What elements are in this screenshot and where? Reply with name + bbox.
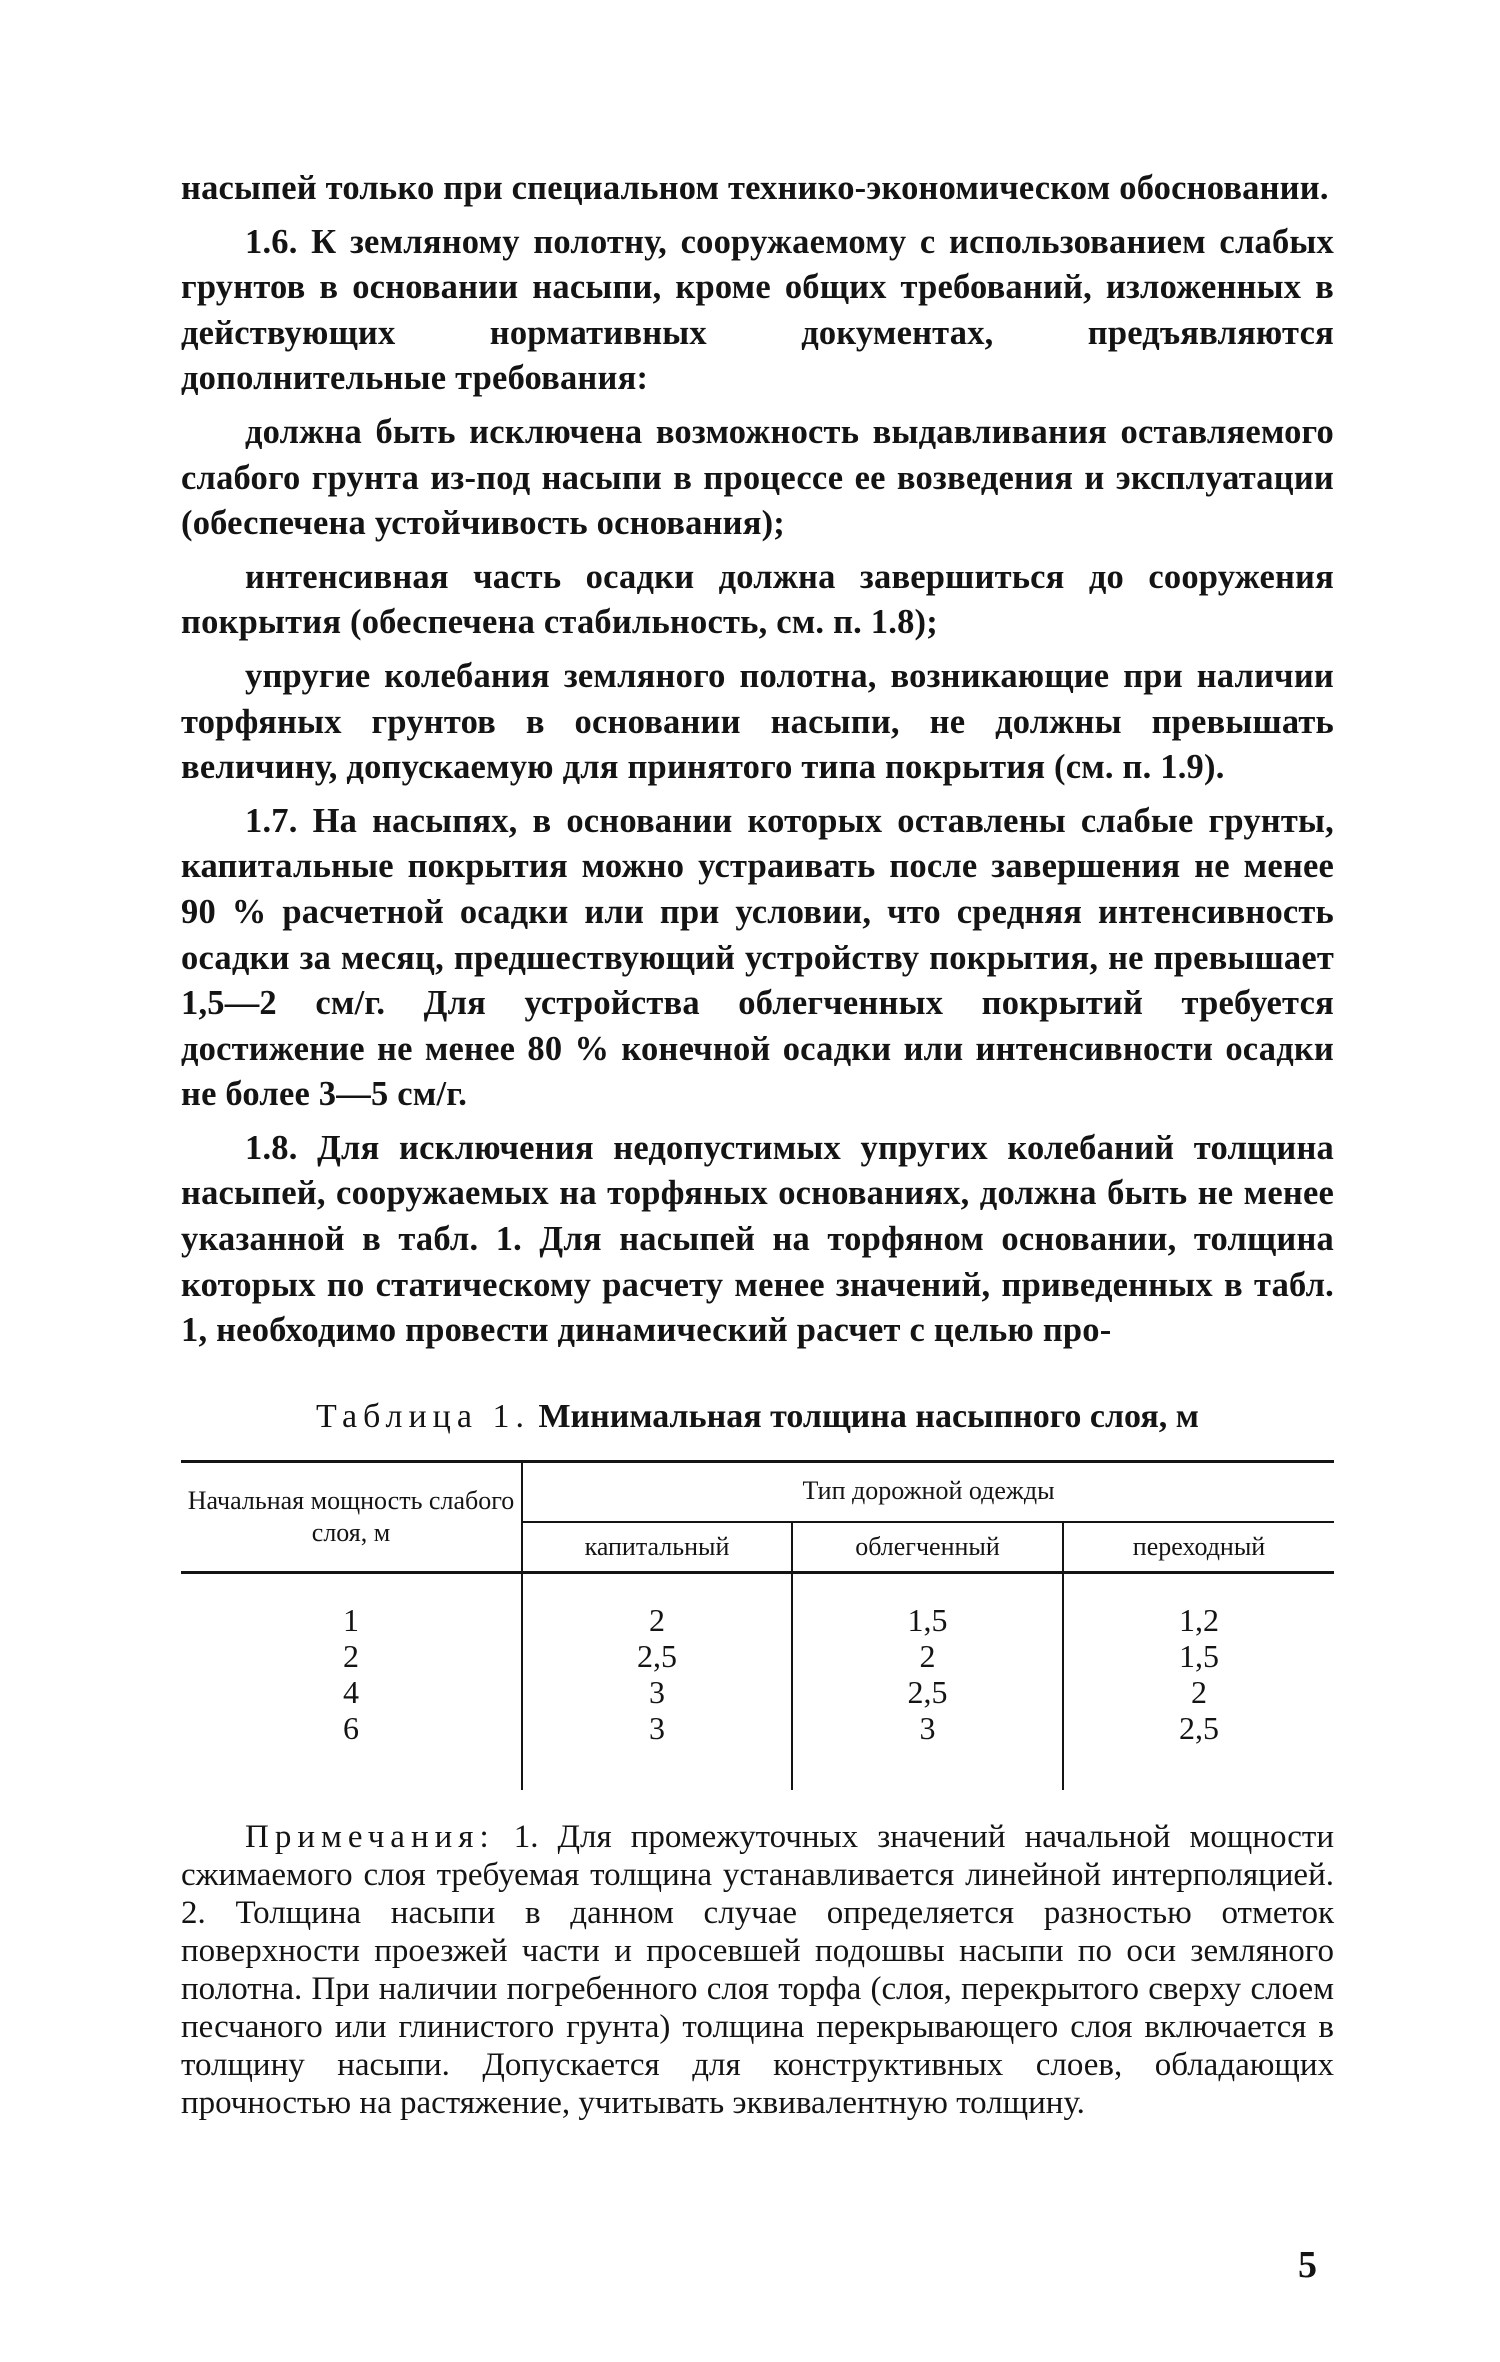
table-cell: 1,5 xyxy=(1063,1638,1334,1674)
table-cell: 1,2 xyxy=(1063,1572,1334,1638)
table-notes xyxy=(181,1818,1334,2122)
table-row xyxy=(181,1572,1334,1638)
table-caption xyxy=(181,1396,1334,1438)
table-cell: 2 xyxy=(1063,1674,1334,1710)
table-cell: 1,5 xyxy=(792,1572,1063,1638)
table-row xyxy=(181,1638,1334,1674)
table-cell: 3 xyxy=(792,1710,1063,1790)
table-row xyxy=(181,1710,1334,1790)
table-cell: 3 xyxy=(522,1710,792,1790)
table-cell: 2 xyxy=(343,1637,359,1674)
paragraph-requirement-vibration: упругие колебания земляного полотна, возникающие при наличии торфяных грунтов в основании насыпи, не должны превышать величину, допускаемую для принятого типа покрытия (см. п. 1.9). xyxy=(181,656,1334,787)
table-caption-prefix: Таблица 1. xyxy=(316,1397,530,1435)
paragraph-1-7: 1.7. На насыпях, в основании которых оставлены слабые грунты, капитальные покрытия можно устраивать после завершения не менее 90 % расчетной осадки или при условии, что средняя интенсивность осадки за месяц, предшествующий устройству покрытия, не превышает 1,5—2 см/г. Для устройства облегченных покрытий требуется достижение не менее 80 % конечной осадки или интенсивности осадки не более 3—5 см/г. xyxy=(181,801,1334,1114)
table-cell: 6 xyxy=(343,1709,359,1746)
table-group-header: Тип дорожной одежды xyxy=(522,1461,1334,1522)
table-row-header: Начальная мощность слабого слоя, м xyxy=(181,1461,522,1572)
paragraph-requirement-stability: должна быть исключена возможность выдавливания оставляемого слабого грунта из-под насыпи в процессе ее возведения и эксплуатации (обеспечена устойчивость основания); xyxy=(181,412,1334,543)
document-page xyxy=(181,166,1334,2155)
paragraph-requirement-settlement: интенсивная часть осадки должна завершиться до сооружения покрытия (обеспечена стабильность, см. п. 1.8); xyxy=(181,557,1334,642)
page-number: 5 xyxy=(1298,2244,1317,2286)
column-header-lightweight: облегченный xyxy=(792,1522,1063,1573)
table-cell: 1 xyxy=(343,1601,359,1638)
table-row xyxy=(181,1674,1334,1710)
table-cell: 2 xyxy=(792,1638,1063,1674)
table-cell: 4 xyxy=(343,1673,359,1710)
paragraph-1-6: 1.6. К земляному полотну, сооружаемому с использованием слабых грунтов в основании насыпи, кроме общих требований, изложенных в действующих нормативных документах, предъявляются дополнительные требования: xyxy=(181,222,1334,398)
column-header-transitional: переходный xyxy=(1063,1522,1334,1573)
column-header-capital: капитальный xyxy=(522,1522,792,1573)
table-cell: 2,5 xyxy=(1063,1710,1334,1790)
paragraph-continuation: насыпей только при специальном технико-экономическом обосновании. xyxy=(181,169,1329,207)
table-cell: 2 xyxy=(522,1572,792,1638)
notes-label: Примечания: xyxy=(245,1818,495,1855)
table-cell: 3 xyxy=(522,1674,792,1710)
table-cell: 2,5 xyxy=(522,1638,792,1674)
min-thickness-table xyxy=(181,1460,1334,1790)
paragraph-1-8: 1.8. Для исключения недопустимых упругих колебаний толщина насыпей, сооружаемых на торфяных основаниях, должна быть не менее указанной в табл. 1. Для насыпей на торфяном основании, толщина которых по статическому расчету менее значений, приведенных в табл. 1, необходимо провести динамический расчет с целью про- xyxy=(181,1128,1334,1350)
table-caption-title: Минимальная толщина насыпного слоя, м xyxy=(538,1397,1199,1435)
table-cell: 2,5 xyxy=(792,1674,1063,1710)
notes-text: 1. Для промежуточных значений начальной мощности сжимаемого слоя требуемая толщина устанавливается линейной интерполяцией. 2. Толщина насыпи в данном случае определяется разностью отметок поверхности проезжей части и просевшей подошвы насыпи по оси земляного полотна. При наличии погребенного слоя торфа (слоя, перекрытого сверху слоем песчаного или глинистого грунта) толщина перекрывающего слоя включается в толщину насыпи. Допускается для конструктивных слоев, обладающих прочностью на растяжение, учитывать эквивалентную толщину. xyxy=(181,1818,1335,2121)
